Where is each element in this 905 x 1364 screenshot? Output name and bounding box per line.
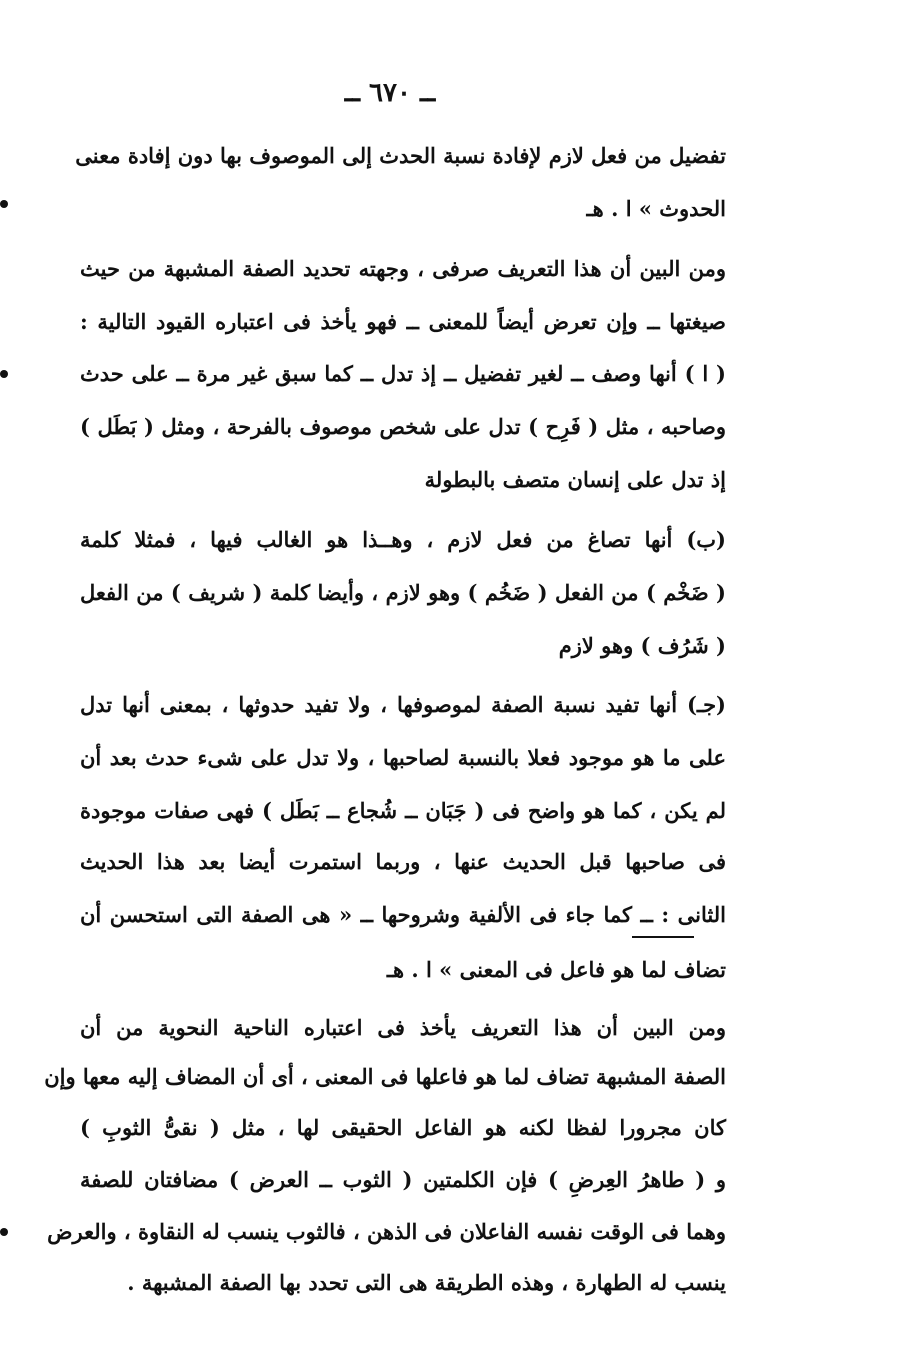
body-line: فى صاحبها قبل الحديث عنها ، وربما استمرت أيضا بعد هذا الحديث xyxy=(80,849,726,874)
body-line: تفضيل من فعل لازم لإفادة نسبة الحدث إلى الموصوف بها دون إفادة معنى xyxy=(75,143,726,168)
body-line: كان مجرورا لفظا لكنه هو الفاعل الحقيقى لها ، مثل ( نقىُّ الثوبِ ) xyxy=(80,1115,726,1140)
body-line: ( شَرُف ) وهو لازم xyxy=(558,633,726,658)
margin-mark xyxy=(0,370,8,378)
body-line: وهما فى الوقت نفسه الفاعلان فى الذهن ، فالثوب ينسب له النقاوة ، والعرض xyxy=(47,1219,726,1244)
body-line: الثانى : ــ كما جاء فى الألفية وشروحها ــ « هى الصفة التى استحسن أن xyxy=(80,902,726,927)
body-line: على ما هو موجود فعلا بالنسبة لصاحبها ، ولا تدل على شىء حدث بعد أن xyxy=(80,745,726,770)
body-line: و ( طاهرُ العِرضِ ) فإن الكلمتين ( الثوب ــ العرض ) مضافتان للصفة xyxy=(80,1167,726,1192)
body-line: ينسب له الطهارة ، وهذه الطريقة هى التى تحدد بها الصفة المشبهة . xyxy=(127,1270,726,1295)
body-line: (جـ) أنها تفيد نسبة الصفة لموصوفها ، ولا تفيد حدوثها ، بمعنى أنها تدل xyxy=(80,692,726,717)
margin-mark xyxy=(0,1228,8,1236)
body-line: ومن البين أن هذا التعريف صرفى ، وجهته تحديد الصفة المشبهة من حيث xyxy=(80,256,726,281)
body-line: لم يكن ، كما هو واضح فى ( جَبَان ــ شُجاع ــ بَطَل ) فهى صفات موجودة xyxy=(80,798,726,823)
body-line: تضاف لما هو فاعل فى المعنى » ا . هـ xyxy=(386,957,726,982)
body-line: الحدوث » ا . هـ xyxy=(586,196,726,221)
body-line: ( ضَخْم ) من الفعل ( ضَخُم ) وهو لازم ، وأيضا كلمة ( شريف ) من الفعل xyxy=(80,580,726,605)
body-line: ( ا ) أنها وصف ــ لغير تفضيل ــ إذ تدل ــ كما سبق غير مرة ــ على حدث xyxy=(80,361,726,386)
page-number: ــ ٦٧٠ ــ xyxy=(344,78,436,108)
body-line: الصفة المشبهة تضاف لما هو فاعلها فى المعنى ، أى أن المضاف إليه معها وإن xyxy=(44,1064,726,1089)
body-line: ومن البين أن هذا التعريف يأخذ فى اعتباره الناحية النحوية من أن xyxy=(80,1015,726,1040)
margin-mark xyxy=(0,200,8,208)
body-line: وصاحبه ، مثل ( فَرِح ) تدل على شخص موصوف بالفرحة ، ومثل ( بَطَل ) xyxy=(80,414,726,439)
body-line: إذ تدل على إنسان متصف بالبطولة xyxy=(424,467,726,492)
body-line: (ب) أنها تصاغ من فعل لازم ، وهــذا هو الغالب فيها ، فمثلا كلمة xyxy=(80,527,726,552)
heading-underline xyxy=(632,936,694,938)
body-line: صيغتها ــ وإن تعرض أيضاً للمعنى ــ فهو يأخذ فى اعتباره القيود التالية : xyxy=(80,309,726,334)
